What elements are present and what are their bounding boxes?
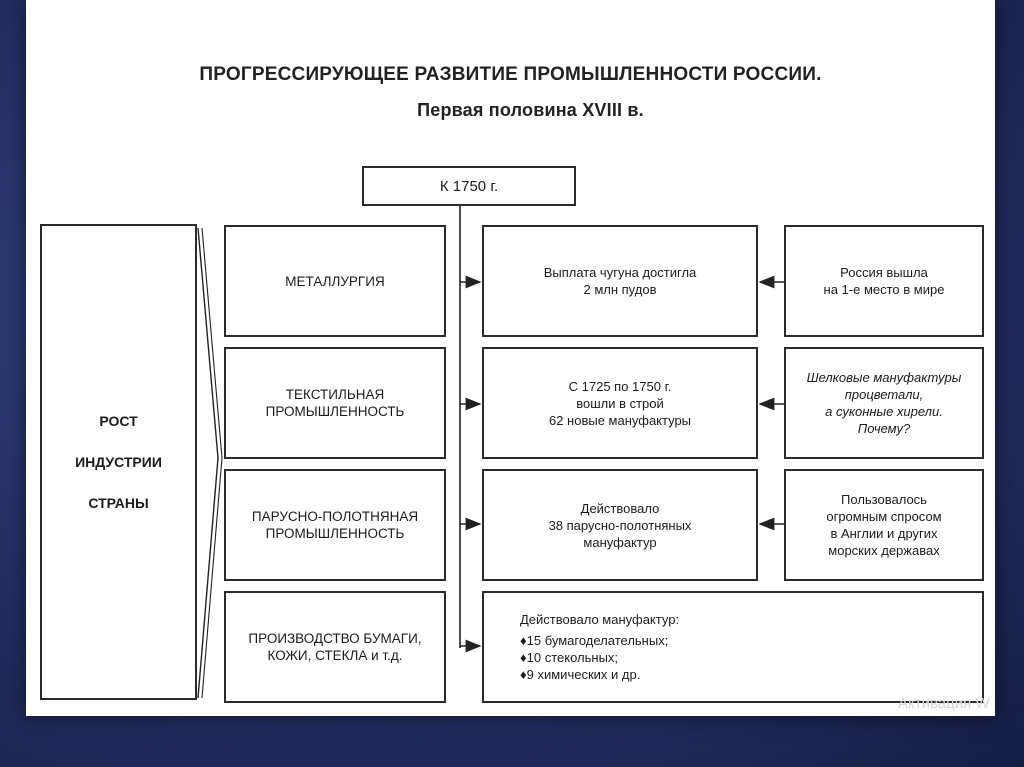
- category-box-paper: [224, 591, 446, 703]
- slide-title: ПРОГРЕССИРУЮЩЕЕ РАЗВИТИЕ ПРОМЫШЛЕННОСТИ РОССИИ.: [199, 64, 822, 85]
- result-text: вошли в строй: [576, 395, 664, 411]
- note-text: Шелковые мануфактуры: [806, 370, 962, 385]
- year-label: К 1750 г.: [439, 177, 499, 195]
- list-item: ♦ 15 бумагоделательных;: [520, 632, 679, 649]
- result-text: Выплата чугуна достигла: [543, 265, 697, 280]
- note-text: а суконные хирели.: [825, 404, 943, 419]
- growth-box: [40, 224, 197, 700]
- result-list: [520, 632, 679, 683]
- note-box-sailcloth: [784, 469, 984, 581]
- note-box-textile: [784, 347, 984, 459]
- growth-word-1: РОСТ: [99, 412, 138, 429]
- note-text: на 1-е место в мире: [823, 282, 945, 297]
- result-box-sailcloth: [482, 469, 758, 581]
- category-text: ПАРУСНО-ПОЛОТНЯНАЯ: [251, 509, 419, 524]
- category-box-textile: [224, 347, 446, 459]
- result-box-textile: [482, 347, 758, 459]
- category-text: ПРОМЫШЛЕННОСТЬ: [265, 526, 405, 541]
- note-text: в Англии и других: [830, 526, 938, 541]
- category-text: ТЕКСТИЛЬНАЯ: [285, 387, 385, 402]
- note-text: Пользовалось: [841, 492, 927, 507]
- year-box: [362, 166, 576, 206]
- note-text: огромным спросом: [826, 509, 942, 524]
- slide-subtitle: Первая половина XVIII в.: [417, 100, 644, 120]
- category-box-metallurgy: [224, 225, 446, 337]
- brace-chevron-inner: [202, 228, 222, 698]
- list-item: ♦ 10 стекольных;: [520, 649, 679, 666]
- result-text: С 1725 по 1750 г.: [568, 378, 672, 394]
- growth-word-3: СТРАНЫ: [88, 494, 149, 511]
- category-box-sailcloth: [224, 469, 446, 581]
- note-text: процветали,: [844, 387, 924, 402]
- category-text: КОЖИ, СТЕКЛА и т.д.: [267, 648, 403, 663]
- note-text: Россия вышла: [840, 265, 928, 280]
- note-box-metallurgy: [784, 225, 984, 337]
- note-text: морских державах: [828, 543, 940, 558]
- result-text: 2 млн пудов: [583, 282, 657, 297]
- result-box-paper: [482, 591, 984, 703]
- category-text: ПРОИЗВОДСТВО БУМАГИ,: [248, 631, 422, 646]
- activation-watermark: Активация W: [898, 695, 990, 712]
- result-text: 62 новые мануфактуры: [548, 412, 692, 428]
- result-text: мануфактур: [583, 534, 657, 550]
- result-list-header: Действовало мануфактур:: [520, 612, 680, 627]
- slide: [26, 0, 995, 716]
- result-text: 38 парусно-полотняных: [548, 517, 692, 533]
- result-text: Действовало: [580, 500, 660, 516]
- note-text: Почему?: [857, 421, 911, 436]
- list-item: ♦ 9 химических и др.: [520, 666, 679, 683]
- category-text: МЕТАЛЛУРГИЯ: [285, 273, 385, 289]
- category-text: ПРОМЫШЛЕННОСТЬ: [265, 404, 405, 419]
- growth-word-2: ИНДУСТРИИ: [75, 453, 162, 470]
- result-box-metallurgy: [482, 225, 758, 337]
